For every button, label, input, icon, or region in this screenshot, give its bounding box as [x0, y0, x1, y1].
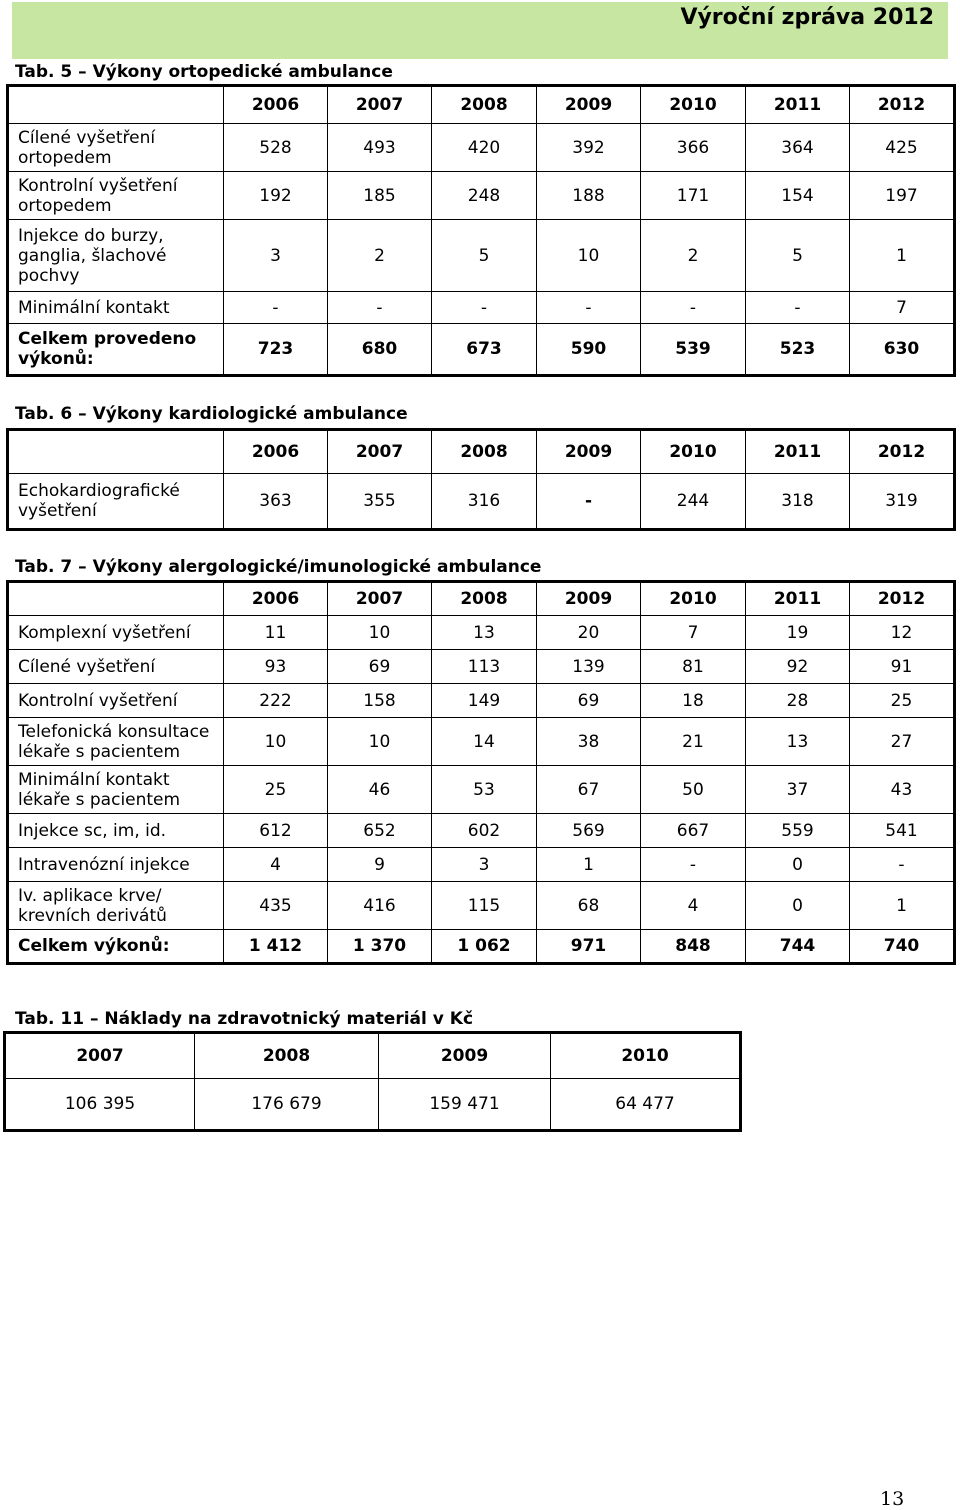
row-label: Cílené vyšetření [8, 650, 224, 684]
tab6-year-header: 2008 [432, 430, 537, 474]
table-cell: 159 471 [379, 1079, 551, 1131]
table-cell: 14 [432, 718, 537, 766]
table-cell: 366 [641, 124, 746, 172]
total-label: Celkem provedeno výkonů: [8, 324, 224, 376]
table-cell: 4 [641, 882, 746, 930]
table-cell: 69 [328, 650, 432, 684]
table-cell: 0 [746, 882, 850, 930]
tab7-year-header: 2008 [432, 582, 537, 616]
table-cell: 43 [850, 766, 955, 814]
table-cell: 2 [641, 220, 746, 292]
table-cell: 602 [432, 814, 537, 848]
table-cell: - [224, 292, 328, 324]
tab6-year-header: 2009 [537, 430, 641, 474]
total-cell: 1 062 [432, 930, 537, 964]
table-row [8, 684, 955, 718]
tab7-year-header: 2011 [746, 582, 850, 616]
tab6-corner-cell [8, 430, 224, 474]
table-cell: 93 [224, 650, 328, 684]
tab7-year-header: 2010 [641, 582, 746, 616]
tab5-year-header: 2008 [432, 86, 537, 124]
table-cell: 50 [641, 766, 746, 814]
tab5-total-row [8, 324, 955, 376]
table-cell: 612 [224, 814, 328, 848]
table-cell: 28 [746, 684, 850, 718]
tab11-header-row [5, 1033, 741, 1079]
table-cell: 21 [641, 718, 746, 766]
table-cell: 154 [746, 172, 850, 220]
tab5-year-header: 2010 [641, 86, 746, 124]
tab11-year-header: 2008 [195, 1033, 379, 1079]
tab5-corner-cell [8, 86, 224, 124]
table-row [8, 172, 955, 220]
tab5-table [6, 84, 956, 377]
table-cell: 149 [432, 684, 537, 718]
row-label: Iv. aplikace krve/ krevních derivátů [8, 882, 224, 930]
table-cell: 115 [432, 882, 537, 930]
tab5-year-header: 2006 [224, 86, 328, 124]
table-cell: 25 [850, 684, 955, 718]
table-cell: 316 [432, 474, 537, 530]
table-row [8, 474, 955, 530]
table-cell: 38 [537, 718, 641, 766]
table-cell: 67 [537, 766, 641, 814]
tab11-caption: Tab. 11 – Náklady na zdravotnický materiál v Kč [15, 1009, 474, 1029]
table-cell: 10 [224, 718, 328, 766]
table-cell: 222 [224, 684, 328, 718]
row-label: Minimální kontakt [8, 292, 224, 324]
table-cell: 9 [328, 848, 432, 882]
table-cell: 139 [537, 650, 641, 684]
tab11-year-header: 2009 [379, 1033, 551, 1079]
report-title: Výroční zpráva 2012 [680, 5, 934, 30]
tab7-table [6, 580, 956, 965]
table-row [5, 1079, 741, 1131]
table-cell: 81 [641, 650, 746, 684]
total-cell: 680 [328, 324, 432, 376]
table-cell: 158 [328, 684, 432, 718]
row-label: Telefonická konsultace lékaře s pacientem [8, 718, 224, 766]
tab11-year-header: 2007 [5, 1033, 195, 1079]
table-cell: 46 [328, 766, 432, 814]
total-cell: 971 [537, 930, 641, 964]
table-cell: 244 [641, 474, 746, 530]
tab7-caption: Tab. 7 – Výkony alergologické/imunologické ambulance [15, 557, 542, 577]
row-label: Cílené vyšetření ortopedem [8, 124, 224, 172]
table-cell: 192 [224, 172, 328, 220]
tab6-caption: Tab. 6 – Výkony kardiologické ambulance [15, 404, 408, 424]
table-cell: 435 [224, 882, 328, 930]
table-cell: 197 [850, 172, 955, 220]
table-cell: 171 [641, 172, 746, 220]
tab6-year-header: 2006 [224, 430, 328, 474]
table-cell: 420 [432, 124, 537, 172]
row-label: Komplexní vyšetření [8, 616, 224, 650]
table-row [8, 124, 955, 172]
table-cell: 92 [746, 650, 850, 684]
table-cell: 20 [537, 616, 641, 650]
table-cell: 1 [850, 220, 955, 292]
row-label: Injekce sc, im, id. [8, 814, 224, 848]
table-cell: 27 [850, 718, 955, 766]
table-cell: - [537, 292, 641, 324]
table-cell: - [746, 292, 850, 324]
table-row [8, 292, 955, 324]
tab6-year-header: 2012 [850, 430, 955, 474]
total-label: Celkem výkonů: [8, 930, 224, 964]
total-cell: 539 [641, 324, 746, 376]
table-cell: 69 [537, 684, 641, 718]
table-cell: 188 [537, 172, 641, 220]
tab7-year-header: 2009 [537, 582, 641, 616]
table-cell: 185 [328, 172, 432, 220]
table-cell: 91 [850, 650, 955, 684]
table-cell: 667 [641, 814, 746, 848]
table-cell: - [641, 848, 746, 882]
table-cell: 1 [537, 848, 641, 882]
table-row [8, 766, 955, 814]
table-cell: - [537, 474, 641, 530]
table-cell: 18 [641, 684, 746, 718]
table-cell: 3 [432, 848, 537, 882]
table-cell: 7 [850, 292, 955, 324]
tab6-year-header: 2007 [328, 430, 432, 474]
table-cell: 12 [850, 616, 955, 650]
table-cell: 569 [537, 814, 641, 848]
table-cell: 11 [224, 616, 328, 650]
table-cell: 176 679 [195, 1079, 379, 1131]
total-cell: 744 [746, 930, 850, 964]
table-cell: 425 [850, 124, 955, 172]
table-cell: 5 [432, 220, 537, 292]
tab5-year-header: 2009 [537, 86, 641, 124]
table-cell: 1 [850, 882, 955, 930]
total-cell: 848 [641, 930, 746, 964]
table-cell: 13 [746, 718, 850, 766]
table-row [8, 616, 955, 650]
total-cell: 723 [224, 324, 328, 376]
tab11-year-header: 2010 [551, 1033, 741, 1079]
table-row [8, 718, 955, 766]
tab7-year-header: 2007 [328, 582, 432, 616]
tab6-table [6, 428, 956, 531]
tab6-year-header: 2010 [641, 430, 746, 474]
row-label: Injekce do burzy, ganglia, šlachové pochvy [8, 220, 224, 292]
tab5-year-header: 2011 [746, 86, 850, 124]
tab5-caption: Tab. 5 – Výkony ortopedické ambulance [15, 62, 393, 82]
table-cell: 7 [641, 616, 746, 650]
table-row [8, 882, 955, 930]
table-cell: 106 395 [5, 1079, 195, 1131]
table-cell: 493 [328, 124, 432, 172]
tab7-corner-cell [8, 582, 224, 616]
table-cell: 364 [746, 124, 850, 172]
table-cell: 10 [537, 220, 641, 292]
page-number: 13 [880, 1488, 905, 1510]
table-cell: 53 [432, 766, 537, 814]
table-cell: 64 477 [551, 1079, 741, 1131]
table-cell: 416 [328, 882, 432, 930]
total-cell: 740 [850, 930, 955, 964]
table-cell: 13 [432, 616, 537, 650]
total-cell: 1 412 [224, 930, 328, 964]
table-cell: 559 [746, 814, 850, 848]
tab11-table [3, 1031, 742, 1132]
table-cell: - [850, 848, 955, 882]
row-label: Echokardiografické vyšetření [8, 474, 224, 530]
tab5-year-header: 2007 [328, 86, 432, 124]
table-row [8, 650, 955, 684]
table-cell: 68 [537, 882, 641, 930]
row-label: Intravenózní injekce [8, 848, 224, 882]
table-cell: 319 [850, 474, 955, 530]
table-row [8, 220, 955, 292]
table-cell: 113 [432, 650, 537, 684]
table-cell: 2 [328, 220, 432, 292]
table-cell: 0 [746, 848, 850, 882]
row-label: Kontrolní vyšetření [8, 684, 224, 718]
total-cell: 1 370 [328, 930, 432, 964]
tab7-total-row [8, 930, 955, 964]
table-cell: 10 [328, 616, 432, 650]
table-row [8, 814, 955, 848]
table-cell: 355 [328, 474, 432, 530]
total-cell: 523 [746, 324, 850, 376]
table-cell: 652 [328, 814, 432, 848]
row-label: Minimální kontakt lékaře s pacientem [8, 766, 224, 814]
table-cell: 363 [224, 474, 328, 530]
tab7-header-row [8, 582, 955, 616]
table-cell: - [328, 292, 432, 324]
tab7-year-header: 2006 [224, 582, 328, 616]
total-cell: 590 [537, 324, 641, 376]
tab6-year-header: 2011 [746, 430, 850, 474]
table-cell: 392 [537, 124, 641, 172]
table-cell: 248 [432, 172, 537, 220]
table-cell: 3 [224, 220, 328, 292]
table-cell: 541 [850, 814, 955, 848]
total-cell: 630 [850, 324, 955, 376]
tab6-header-row [8, 430, 955, 474]
total-cell: 673 [432, 324, 537, 376]
table-cell: 528 [224, 124, 328, 172]
table-cell: - [432, 292, 537, 324]
table-cell: 4 [224, 848, 328, 882]
tab5-year-header: 2012 [850, 86, 955, 124]
table-cell: 19 [746, 616, 850, 650]
tab5-header-row [8, 86, 955, 124]
tab7-year-header: 2012 [850, 582, 955, 616]
row-label: Kontrolní vyšetření ortopedem [8, 172, 224, 220]
header-banner [12, 2, 948, 59]
table-cell: 318 [746, 474, 850, 530]
table-cell: 37 [746, 766, 850, 814]
table-cell: 25 [224, 766, 328, 814]
table-cell: 5 [746, 220, 850, 292]
table-cell: - [641, 292, 746, 324]
table-cell: 10 [328, 718, 432, 766]
table-row [8, 848, 955, 882]
